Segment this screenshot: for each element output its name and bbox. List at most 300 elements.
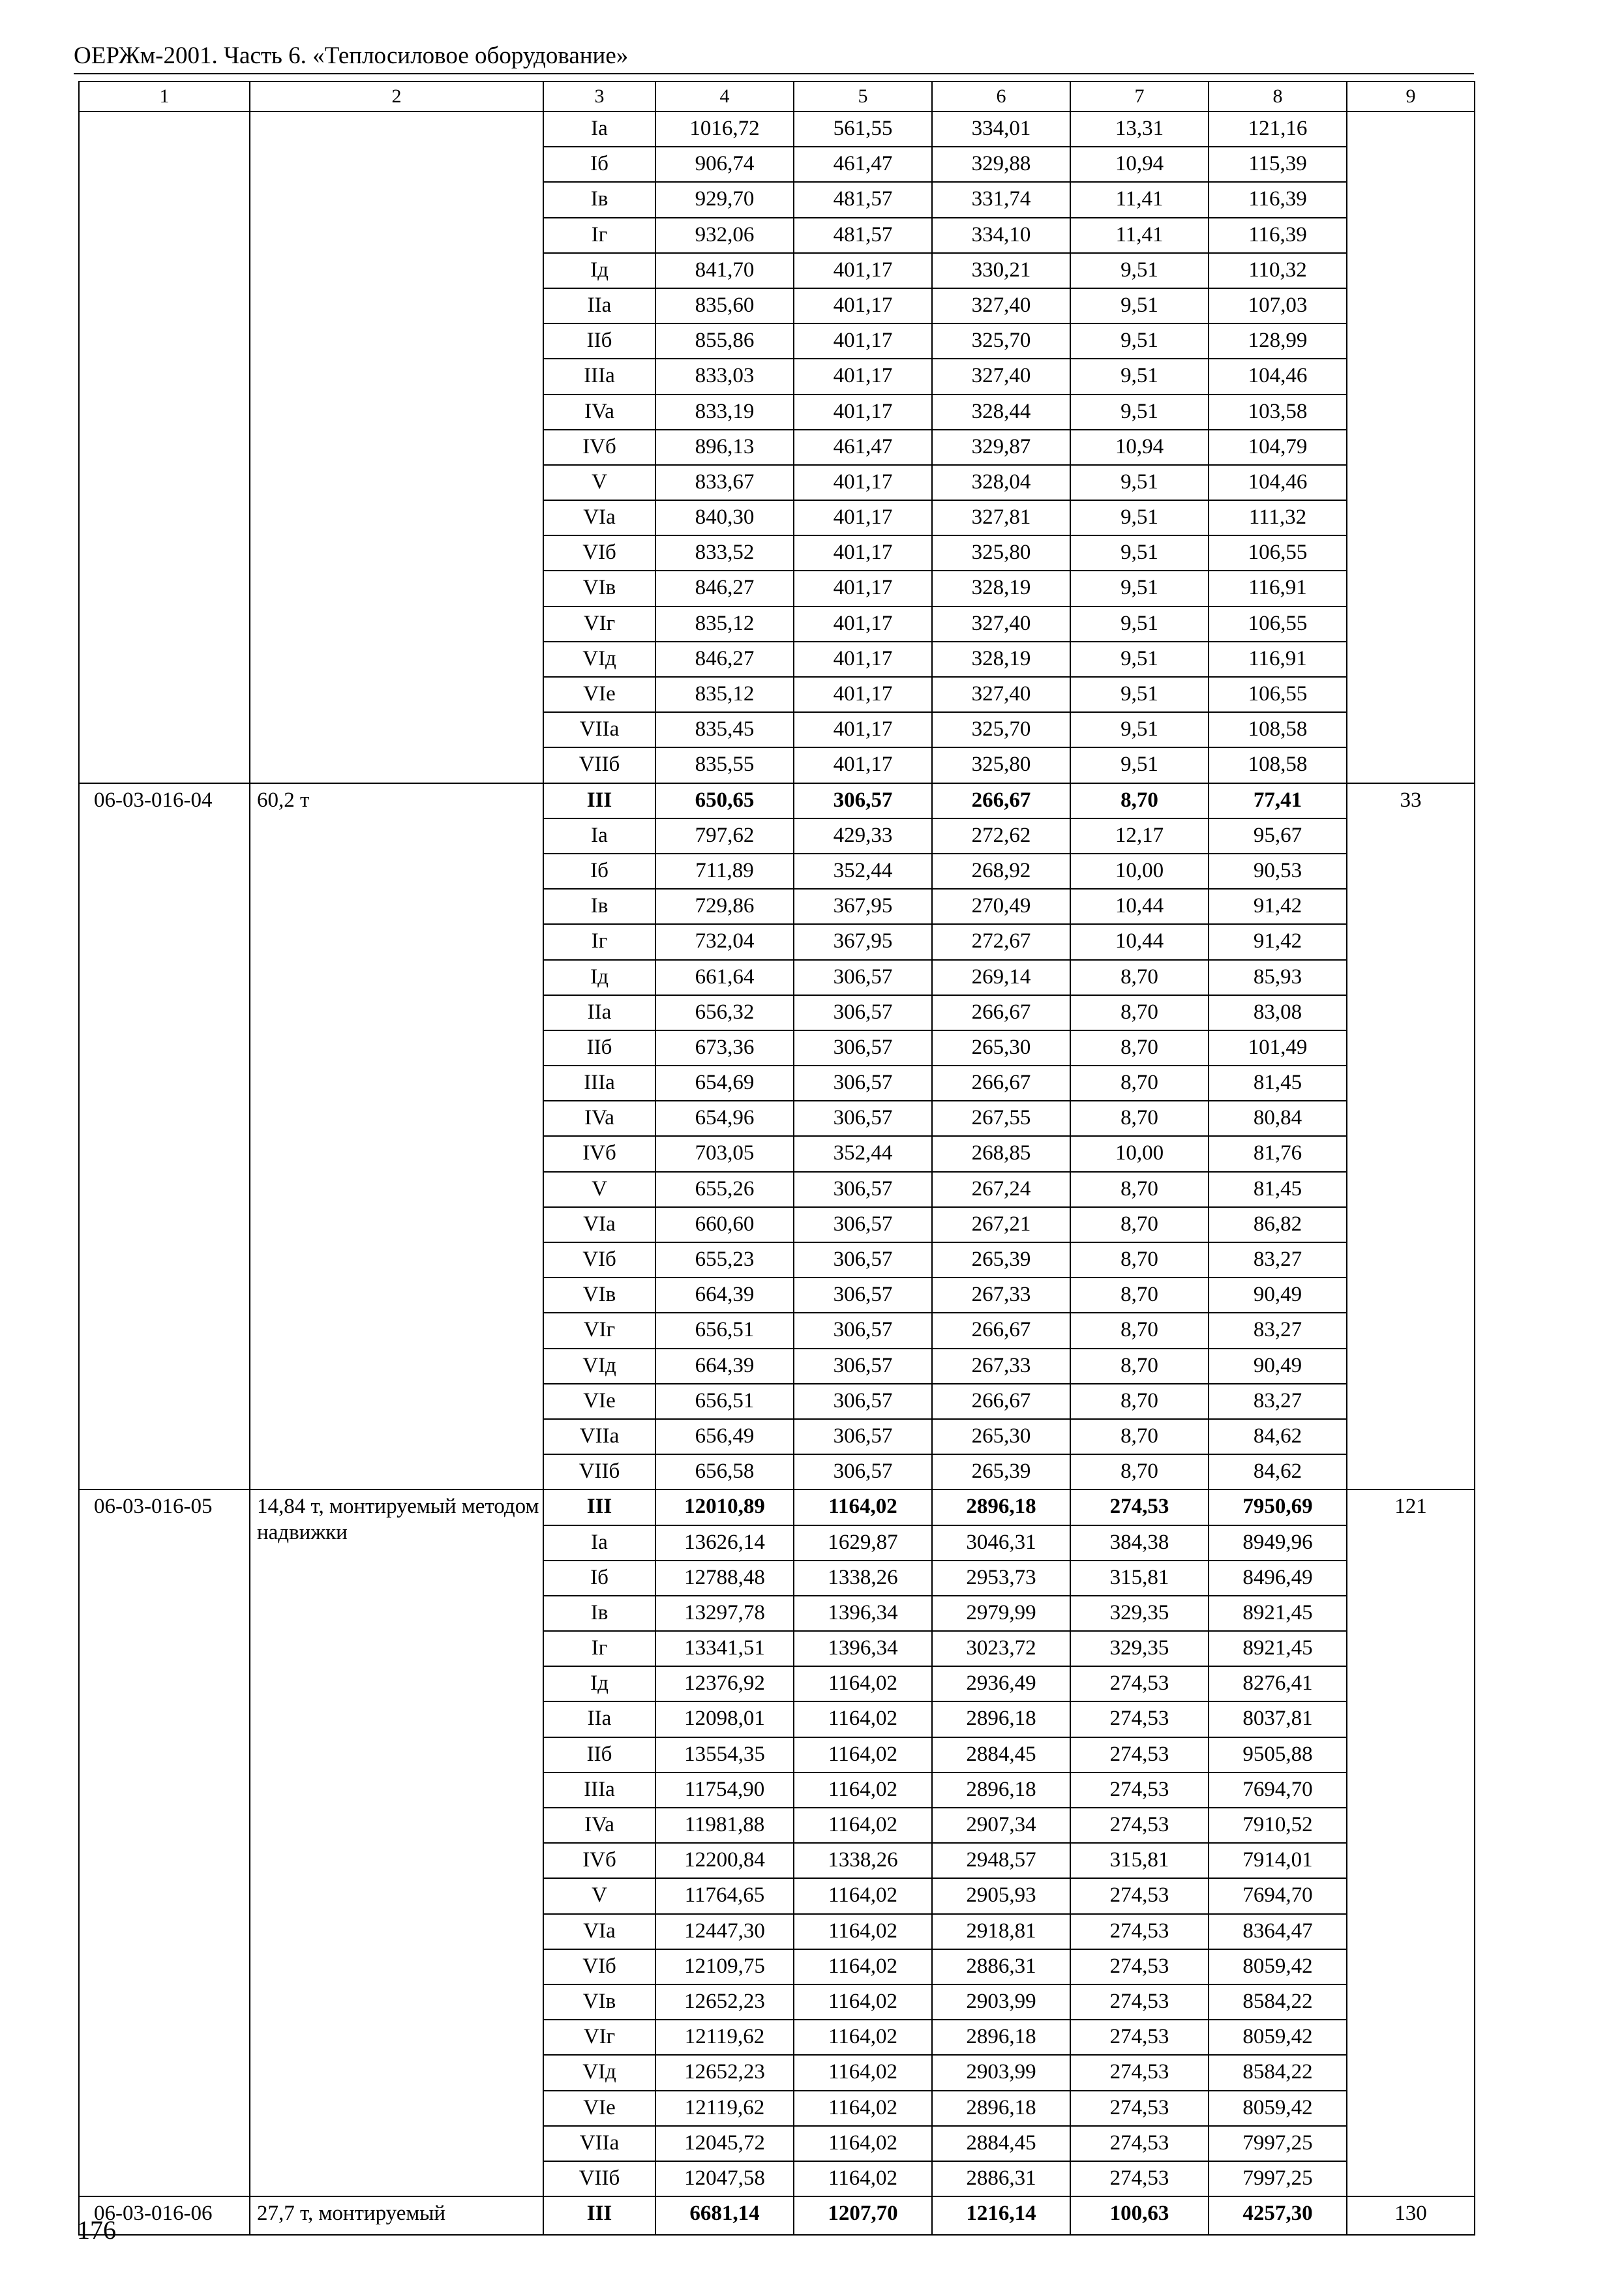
- value-cell: 12045,72: [655, 2126, 794, 2161]
- value-cell: 4257,30: [1209, 2196, 1347, 2235]
- value-cell: 272,62: [932, 818, 1070, 854]
- value-cell: 306,57: [794, 1030, 932, 1066]
- value-cell: 11754,90: [655, 1773, 794, 1808]
- value-cell: 8,70: [1070, 1207, 1209, 1242]
- value-cell: 274,53: [1070, 2091, 1209, 2126]
- equipment-description-cell: 27,7 т, монтируемый: [250, 2196, 543, 2235]
- value-cell: 95,67: [1209, 818, 1347, 854]
- value-cell: 334,10: [932, 218, 1070, 253]
- value-cell: 2896,18: [932, 1773, 1070, 1808]
- value-cell: 13,31: [1070, 112, 1209, 147]
- value-cell: 2948,57: [932, 1843, 1070, 1878]
- column-9-cell: [1347, 112, 1475, 783]
- value-cell: 7950,69: [1209, 1489, 1347, 1525]
- value-cell: 315,81: [1070, 1843, 1209, 1878]
- value-cell: 8,70: [1070, 995, 1209, 1030]
- value-cell: 306,57: [794, 1207, 932, 1242]
- zone-cell: Iд: [543, 960, 655, 995]
- value-cell: 12,17: [1070, 818, 1209, 854]
- value-cell: 8496,49: [1209, 1561, 1347, 1596]
- value-cell: 1164,02: [794, 1984, 932, 2020]
- zone-cell: IVa: [543, 395, 655, 430]
- value-cell: 85,93: [1209, 960, 1347, 995]
- value-cell: 90,53: [1209, 854, 1347, 889]
- value-cell: 8,70: [1070, 1384, 1209, 1419]
- value-cell: 1338,26: [794, 1561, 932, 1596]
- value-cell: 8,70: [1070, 1454, 1209, 1489]
- value-cell: 7694,70: [1209, 1878, 1347, 1913]
- column-9-cell: 33: [1347, 783, 1475, 1490]
- value-cell: 306,57: [794, 783, 932, 818]
- rate-code-cell: [79, 112, 250, 783]
- value-cell: 267,24: [932, 1172, 1070, 1207]
- value-cell: 2886,31: [932, 1949, 1070, 1984]
- value-cell: 274,53: [1070, 1914, 1209, 1949]
- zone-cell: VIд: [543, 642, 655, 677]
- value-cell: 481,57: [794, 182, 932, 217]
- table-row: [79, 783, 1475, 818]
- value-cell: 274,53: [1070, 1808, 1209, 1843]
- value-cell: 330,21: [932, 253, 1070, 288]
- value-cell: 833,19: [655, 395, 794, 430]
- zone-cell: IVa: [543, 1101, 655, 1136]
- value-cell: 306,57: [794, 1278, 932, 1313]
- value-cell: 906,74: [655, 147, 794, 182]
- value-cell: 833,52: [655, 535, 794, 571]
- value-cell: 10,94: [1070, 430, 1209, 465]
- rate-code-cell: 06-03-016-06: [79, 2196, 250, 2235]
- column-9-cell: 130: [1347, 2196, 1475, 2235]
- value-cell: 1164,02: [794, 2020, 932, 2055]
- value-cell: 8921,45: [1209, 1631, 1347, 1666]
- value-cell: 81,45: [1209, 1172, 1347, 1207]
- value-cell: 268,85: [932, 1136, 1070, 1171]
- value-cell: 306,57: [794, 1101, 932, 1136]
- value-cell: 2884,45: [932, 1737, 1070, 1773]
- zone-cell: Iб: [543, 147, 655, 182]
- value-cell: 267,21: [932, 1207, 1070, 1242]
- value-cell: 1216,14: [932, 2196, 1070, 2235]
- value-cell: 12098,01: [655, 1701, 794, 1737]
- value-cell: 13626,14: [655, 1525, 794, 1561]
- zone-cell: V: [543, 1878, 655, 1913]
- value-cell: 3023,72: [932, 1631, 1070, 1666]
- value-cell: 7910,52: [1209, 1808, 1347, 1843]
- value-cell: 429,33: [794, 818, 932, 854]
- zone-cell: VIIa: [543, 2126, 655, 2161]
- value-cell: 846,27: [655, 571, 794, 606]
- value-cell: 91,42: [1209, 924, 1347, 959]
- value-cell: 13341,51: [655, 1631, 794, 1666]
- value-cell: 108,58: [1209, 712, 1347, 747]
- value-cell: 116,91: [1209, 642, 1347, 677]
- value-cell: 7694,70: [1209, 1773, 1347, 1808]
- column-number-row: [79, 82, 1475, 112]
- value-cell: 328,19: [932, 571, 1070, 606]
- value-cell: 673,36: [655, 1030, 794, 1066]
- equipment-description-cell: 60,2 т: [250, 783, 543, 1490]
- value-cell: 561,55: [794, 112, 932, 147]
- value-cell: 1207,70: [794, 2196, 932, 2235]
- value-cell: 325,70: [932, 712, 1070, 747]
- value-cell: 833,67: [655, 465, 794, 500]
- table-row: [79, 112, 1475, 147]
- column-9-cell: 121: [1347, 1489, 1475, 2196]
- zone-cell: VIг: [543, 1313, 655, 1348]
- value-cell: 650,65: [655, 783, 794, 818]
- header-divider: [74, 73, 1474, 74]
- value-cell: 306,57: [794, 960, 932, 995]
- value-cell: 8,70: [1070, 1101, 1209, 1136]
- value-cell: 7997,25: [1209, 2126, 1347, 2161]
- value-cell: 1396,34: [794, 1631, 932, 1666]
- value-cell: 401,17: [794, 500, 932, 535]
- value-cell: 13554,35: [655, 1737, 794, 1773]
- value-cell: 306,57: [794, 1419, 932, 1454]
- value-cell: 840,30: [655, 500, 794, 535]
- zone-cell: Iв: [543, 182, 655, 217]
- value-cell: 265,39: [932, 1454, 1070, 1489]
- value-cell: 13297,78: [655, 1596, 794, 1631]
- value-cell: 835,12: [655, 677, 794, 712]
- value-cell: 9,51: [1070, 642, 1209, 677]
- value-cell: 106,55: [1209, 677, 1347, 712]
- value-cell: 8059,42: [1209, 1949, 1347, 1984]
- zone-cell: IVa: [543, 1808, 655, 1843]
- value-cell: 1164,02: [794, 1737, 932, 1773]
- value-cell: 331,74: [932, 182, 1070, 217]
- value-cell: 274,53: [1070, 2055, 1209, 2090]
- rate-code-cell: 06-03-016-04: [79, 783, 250, 1490]
- table-row: [79, 2196, 1475, 2235]
- value-cell: 106,55: [1209, 606, 1347, 642]
- value-cell: 315,81: [1070, 1561, 1209, 1596]
- zone-cell: V: [543, 1172, 655, 1207]
- zone-cell: Ia: [543, 818, 655, 854]
- value-cell: 1164,02: [794, 2091, 932, 2126]
- zone-cell: VIв: [543, 1278, 655, 1313]
- column-number: 7: [1070, 82, 1209, 112]
- value-cell: 401,17: [794, 395, 932, 430]
- zone-cell: VIд: [543, 1349, 655, 1384]
- zone-cell: VIг: [543, 2020, 655, 2055]
- value-cell: 401,17: [794, 747, 932, 783]
- zone-cell: IIб: [543, 1030, 655, 1066]
- value-cell: 2896,18: [932, 2091, 1070, 2126]
- value-cell: 401,17: [794, 465, 932, 500]
- zone-cell: VIв: [543, 571, 655, 606]
- value-cell: 327,40: [932, 677, 1070, 712]
- value-cell: 401,17: [794, 606, 932, 642]
- value-cell: 81,76: [1209, 1136, 1347, 1171]
- zone-cell: IIIa: [543, 1773, 655, 1808]
- value-cell: 654,96: [655, 1101, 794, 1136]
- value-cell: 267,33: [932, 1349, 1070, 1384]
- zone-cell: Iд: [543, 1666, 655, 1701]
- value-cell: 267,33: [932, 1278, 1070, 1313]
- value-cell: 106,55: [1209, 535, 1347, 571]
- value-cell: 83,27: [1209, 1384, 1347, 1419]
- value-cell: 481,57: [794, 218, 932, 253]
- value-cell: 327,40: [932, 288, 1070, 323]
- value-cell: 269,14: [932, 960, 1070, 995]
- value-cell: 11,41: [1070, 182, 1209, 217]
- value-cell: 306,57: [794, 1454, 932, 1489]
- value-cell: 835,12: [655, 606, 794, 642]
- value-cell: 664,39: [655, 1278, 794, 1313]
- value-cell: 7914,01: [1209, 1843, 1347, 1878]
- value-cell: 8059,42: [1209, 2020, 1347, 2055]
- value-cell: 2896,18: [932, 1701, 1070, 1737]
- value-cell: 12652,23: [655, 2055, 794, 2090]
- value-cell: 274,53: [1070, 1489, 1209, 1525]
- value-cell: 9,51: [1070, 323, 1209, 359]
- equipment-description-cell: 14,84 т, монтируемый методом надвижки: [250, 1489, 543, 2196]
- value-cell: 84,62: [1209, 1454, 1347, 1489]
- value-cell: 274,53: [1070, 1666, 1209, 1701]
- value-cell: 12447,30: [655, 1914, 794, 1949]
- value-cell: 1164,02: [794, 1808, 932, 1843]
- value-cell: 8037,81: [1209, 1701, 1347, 1737]
- value-cell: 2896,18: [932, 1489, 1070, 1525]
- value-cell: 104,46: [1209, 359, 1347, 394]
- zone-cell: III: [543, 1489, 655, 1525]
- zone-cell: VIг: [543, 606, 655, 642]
- value-cell: 265,39: [932, 1242, 1070, 1278]
- value-cell: 703,05: [655, 1136, 794, 1171]
- value-cell: 10,00: [1070, 854, 1209, 889]
- value-cell: 664,39: [655, 1349, 794, 1384]
- zone-cell: Iд: [543, 253, 655, 288]
- value-cell: 274,53: [1070, 1737, 1209, 1773]
- value-cell: 1629,87: [794, 1525, 932, 1561]
- table-row: [79, 1489, 1475, 1525]
- zone-cell: VIIб: [543, 2161, 655, 2196]
- value-cell: 932,06: [655, 218, 794, 253]
- value-cell: 100,63: [1070, 2196, 1209, 2235]
- value-cell: 1164,02: [794, 1773, 932, 1808]
- column-number: 3: [543, 82, 655, 112]
- value-cell: 274,53: [1070, 2020, 1209, 2055]
- value-cell: 306,57: [794, 1384, 932, 1419]
- value-cell: 656,58: [655, 1454, 794, 1489]
- zone-cell: VIa: [543, 500, 655, 535]
- value-cell: 1016,72: [655, 112, 794, 147]
- value-cell: 401,17: [794, 288, 932, 323]
- value-cell: 461,47: [794, 147, 932, 182]
- value-cell: 9,51: [1070, 288, 1209, 323]
- value-cell: 1164,02: [794, 2126, 932, 2161]
- value-cell: 833,03: [655, 359, 794, 394]
- value-cell: 266,67: [932, 783, 1070, 818]
- value-cell: 841,70: [655, 253, 794, 288]
- value-cell: 367,95: [794, 924, 932, 959]
- value-cell: 107,03: [1209, 288, 1347, 323]
- value-cell: 8584,22: [1209, 1984, 1347, 2020]
- column-number: 8: [1209, 82, 1347, 112]
- zone-cell: Iв: [543, 1596, 655, 1631]
- zone-cell: V: [543, 465, 655, 500]
- value-cell: 9,51: [1070, 253, 1209, 288]
- value-cell: 9,51: [1070, 465, 1209, 500]
- value-cell: 2936,49: [932, 1666, 1070, 1701]
- value-cell: 384,38: [1070, 1525, 1209, 1561]
- value-cell: 654,69: [655, 1066, 794, 1101]
- zone-cell: IVб: [543, 430, 655, 465]
- value-cell: 9,51: [1070, 606, 1209, 642]
- value-cell: 1164,02: [794, 1489, 932, 1525]
- price-table-body: [79, 82, 1475, 2235]
- value-cell: 2979,99: [932, 1596, 1070, 1631]
- value-cell: 1396,34: [794, 1596, 932, 1631]
- value-cell: 9,51: [1070, 500, 1209, 535]
- value-cell: 103,58: [1209, 395, 1347, 430]
- value-cell: 401,17: [794, 359, 932, 394]
- value-cell: 306,57: [794, 995, 932, 1030]
- value-cell: 265,30: [932, 1030, 1070, 1066]
- zone-cell: VIд: [543, 2055, 655, 2090]
- value-cell: 8921,45: [1209, 1596, 1347, 1631]
- value-cell: 12788,48: [655, 1561, 794, 1596]
- value-cell: 91,42: [1209, 889, 1347, 924]
- zone-cell: IIIa: [543, 359, 655, 394]
- value-cell: 116,91: [1209, 571, 1347, 606]
- value-cell: 128,99: [1209, 323, 1347, 359]
- value-cell: 274,53: [1070, 2161, 1209, 2196]
- value-cell: 274,53: [1070, 1878, 1209, 1913]
- value-cell: 80,84: [1209, 1101, 1347, 1136]
- value-cell: 835,60: [655, 288, 794, 323]
- value-cell: 274,53: [1070, 1949, 1209, 1984]
- zone-cell: VIIб: [543, 747, 655, 783]
- value-cell: 90,49: [1209, 1278, 1347, 1313]
- value-cell: 121,16: [1209, 112, 1347, 147]
- value-cell: 116,39: [1209, 218, 1347, 253]
- value-cell: 104,79: [1209, 430, 1347, 465]
- value-cell: 8,70: [1070, 1242, 1209, 1278]
- value-cell: 83,27: [1209, 1313, 1347, 1348]
- value-cell: 655,26: [655, 1172, 794, 1207]
- value-cell: 8,70: [1070, 1066, 1209, 1101]
- value-cell: 401,17: [794, 677, 932, 712]
- value-cell: 6681,14: [655, 2196, 794, 2235]
- page-number: 176: [77, 2215, 116, 2245]
- column-number: 9: [1347, 82, 1475, 112]
- value-cell: 328,44: [932, 395, 1070, 430]
- zone-cell: VIб: [543, 1949, 655, 1984]
- value-cell: 352,44: [794, 854, 932, 889]
- value-cell: 661,64: [655, 960, 794, 995]
- value-cell: 306,57: [794, 1066, 932, 1101]
- value-cell: 329,87: [932, 430, 1070, 465]
- value-cell: 11981,88: [655, 1808, 794, 1843]
- value-cell: 8364,47: [1209, 1914, 1347, 1949]
- value-cell: 272,67: [932, 924, 1070, 959]
- zone-cell: Iб: [543, 1561, 655, 1596]
- zone-cell: VIIa: [543, 712, 655, 747]
- zone-cell: IIa: [543, 1701, 655, 1737]
- value-cell: 656,32: [655, 995, 794, 1030]
- zone-cell: VIe: [543, 2091, 655, 2126]
- value-cell: 81,45: [1209, 1066, 1347, 1101]
- column-number: 6: [932, 82, 1070, 112]
- value-cell: 274,53: [1070, 2126, 1209, 2161]
- value-cell: 855,86: [655, 323, 794, 359]
- value-cell: 325,80: [932, 747, 1070, 783]
- value-cell: 108,58: [1209, 747, 1347, 783]
- value-cell: 9505,88: [1209, 1737, 1347, 1773]
- value-cell: 8,70: [1070, 1419, 1209, 1454]
- value-cell: 329,88: [932, 147, 1070, 182]
- value-cell: 12119,62: [655, 2020, 794, 2055]
- zone-cell: IIIa: [543, 1066, 655, 1101]
- equipment-description-cell: [250, 112, 543, 783]
- zone-cell: VIIa: [543, 1419, 655, 1454]
- value-cell: 401,17: [794, 571, 932, 606]
- value-cell: 797,62: [655, 818, 794, 854]
- zone-cell: Ia: [543, 112, 655, 147]
- value-cell: 110,32: [1209, 253, 1347, 288]
- zone-cell: Ia: [543, 1525, 655, 1561]
- value-cell: 2905,93: [932, 1878, 1070, 1913]
- value-cell: 1164,02: [794, 1701, 932, 1737]
- column-number: 4: [655, 82, 794, 112]
- value-cell: 12376,92: [655, 1666, 794, 1701]
- zone-cell: IIб: [543, 1737, 655, 1773]
- value-cell: 325,80: [932, 535, 1070, 571]
- value-cell: 1164,02: [794, 1666, 932, 1701]
- zone-cell: IIa: [543, 288, 655, 323]
- value-cell: 656,49: [655, 1419, 794, 1454]
- value-cell: 711,89: [655, 854, 794, 889]
- value-cell: 1338,26: [794, 1843, 932, 1878]
- value-cell: 8,70: [1070, 1313, 1209, 1348]
- value-cell: 2953,73: [932, 1561, 1070, 1596]
- value-cell: 90,49: [1209, 1349, 1347, 1384]
- value-cell: 12119,62: [655, 2091, 794, 2126]
- value-cell: 274,53: [1070, 1701, 1209, 1737]
- value-cell: 9,51: [1070, 571, 1209, 606]
- value-cell: 111,32: [1209, 500, 1347, 535]
- value-cell: 8059,42: [1209, 2091, 1347, 2126]
- value-cell: 2903,99: [932, 1984, 1070, 2020]
- zone-cell: VIв: [543, 1984, 655, 2020]
- value-cell: 2896,18: [932, 2020, 1070, 2055]
- value-cell: 306,57: [794, 1172, 932, 1207]
- zone-cell: Iб: [543, 854, 655, 889]
- rate-code-cell: 06-03-016-05: [79, 1489, 250, 2196]
- value-cell: 12652,23: [655, 1984, 794, 2020]
- value-cell: 9,51: [1070, 712, 1209, 747]
- value-cell: 270,49: [932, 889, 1070, 924]
- value-cell: 7997,25: [1209, 2161, 1347, 2196]
- value-cell: 306,57: [794, 1349, 932, 1384]
- value-cell: 8949,96: [1209, 1525, 1347, 1561]
- zone-cell: VIa: [543, 1914, 655, 1949]
- value-cell: 274,53: [1070, 1773, 1209, 1808]
- value-cell: 401,17: [794, 642, 932, 677]
- value-cell: 11764,65: [655, 1878, 794, 1913]
- value-cell: 104,46: [1209, 465, 1347, 500]
- zone-cell: VIIб: [543, 1454, 655, 1489]
- value-cell: 655,23: [655, 1242, 794, 1278]
- value-cell: 10,44: [1070, 889, 1209, 924]
- value-cell: 2886,31: [932, 2161, 1070, 2196]
- value-cell: 329,35: [1070, 1631, 1209, 1666]
- value-cell: 10,44: [1070, 924, 1209, 959]
- value-cell: 9,51: [1070, 535, 1209, 571]
- value-cell: 2884,45: [932, 2126, 1070, 2161]
